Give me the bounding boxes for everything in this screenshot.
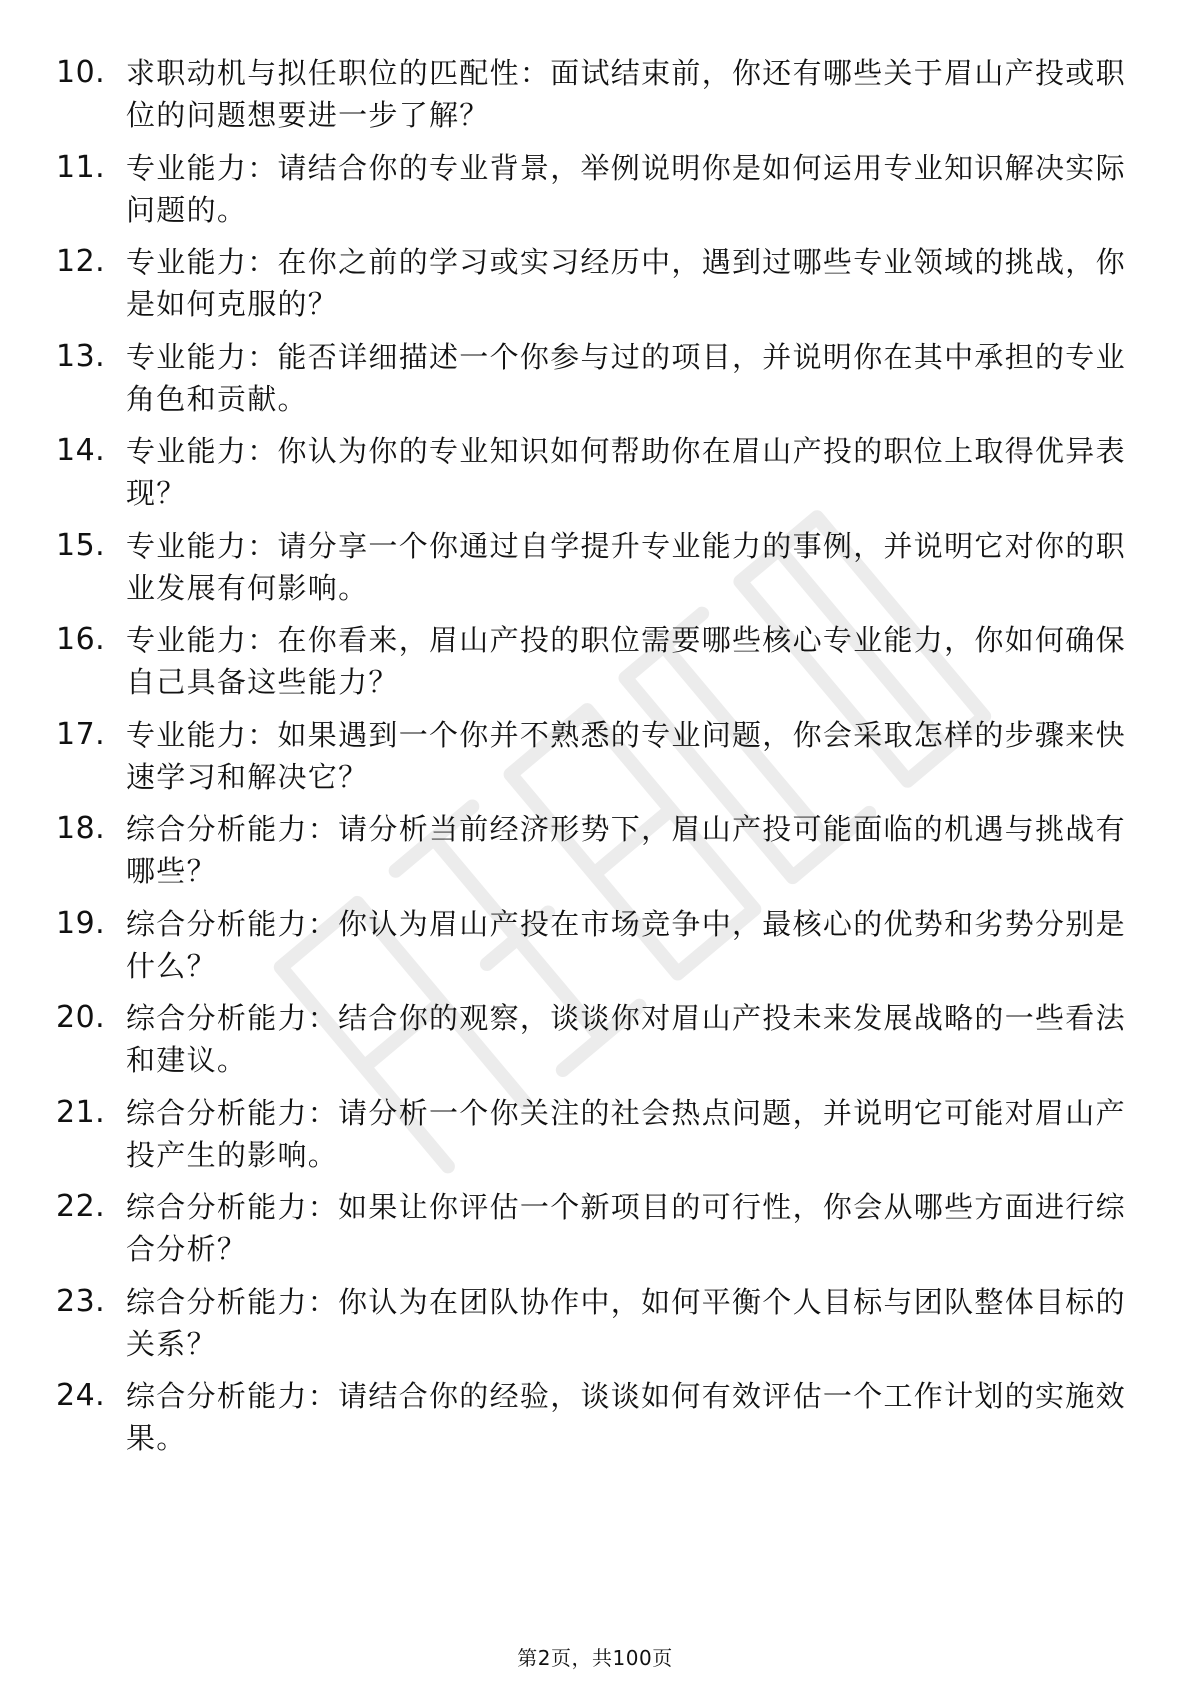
list-item: [0, 52, 1190, 147]
list-item: [0, 997, 1190, 1092]
list-item: [0, 336, 1190, 431]
question-number: 15.: [56, 527, 106, 563]
list-item: [0, 714, 1190, 809]
question-list: [0, 52, 1190, 1470]
question-text: 专业能力：如果遇到一个你并不熟悉的专业问题，你会采取怎样的步骤来快速学习和解决它？: [126, 717, 1126, 794]
list-item: [0, 430, 1190, 525]
list-item: [0, 241, 1190, 336]
question-number: 20.: [56, 1000, 106, 1035]
question-text: 专业能力：在你之前的学习或实习经历中，遇到过哪些专业领域的挑战，你是如何克服的？: [126, 245, 1126, 321]
question-text: 专业能力：请结合你的专业背景，举例说明你是如何运用专业知识解决实际问题的。: [126, 150, 1126, 227]
question-text: 综合分析能力：请分析当前经济形势下，眉山产投可能面临的机遇与挑战有哪些？: [126, 812, 1126, 888]
question-number: 13.: [56, 338, 106, 374]
list-item: [0, 147, 1190, 242]
question-number: 17.: [56, 716, 106, 752]
question-text: 综合分析能力：你认为眉山产投在市场竞争中，最核心的优势和劣势分别是什么？: [126, 906, 1126, 983]
question-text: 求职动机与拟任职位的匹配性：面试结束前，你还有哪些关于眉山产投或职位的问题想要进一步了解？: [126, 56, 1126, 132]
question-number: 23.: [56, 1283, 106, 1319]
question-text: 专业能力：请分享一个你通过自学提升专业能力的事例，并说明它对你的职业发展有何影响。: [126, 528, 1126, 605]
question-number: 18.: [56, 811, 106, 846]
question-text: 综合分析能力：请结合你的经验，谈谈如何有效评估一个工作计划的实施效果。: [126, 1379, 1126, 1455]
question-text: 综合分析能力：你认为在团队协作中，如何平衡个人目标与团队整体目标的关系？: [126, 1284, 1126, 1361]
list-item: [0, 1092, 1190, 1187]
question-number: 12.: [56, 244, 106, 279]
list-item: [0, 525, 1190, 620]
question-text: 专业能力：你认为你的专业知识如何帮助你在眉山产投的职位上取得优异表现？: [126, 434, 1126, 510]
question-text: 综合分析能力：如果让你评估一个新项目的可行性，你会从哪些方面进行综合分析？: [126, 1190, 1126, 1266]
question-text: 综合分析能力：结合你的观察，谈谈你对眉山产投未来发展战略的一些看法和建议。: [126, 1001, 1126, 1077]
list-item: [0, 808, 1190, 903]
question-number: 24.: [56, 1378, 106, 1413]
question-number: 21.: [56, 1094, 106, 1130]
question-number: 10.: [56, 55, 106, 90]
question-number: 22.: [56, 1189, 106, 1224]
list-item: [0, 619, 1190, 714]
question-number: 19.: [56, 905, 106, 941]
question-text: 专业能力：在你看来，眉山产投的职位需要哪些核心专业能力，你如何确保自己具备这些能力？: [126, 623, 1126, 699]
question-text: 专业能力：能否详细描述一个你参与过的项目，并说明你在其中承担的专业角色和贡献。: [126, 339, 1126, 416]
list-item: [0, 1186, 1190, 1281]
list-item: [0, 1375, 1190, 1470]
question-text: 综合分析能力：请分析一个你关注的社会热点问题，并说明它可能对眉山产投产生的影响。: [126, 1095, 1126, 1172]
question-number: 14.: [56, 433, 106, 468]
list-item: [0, 903, 1190, 998]
page-number-footer: 第2页，共100页: [517, 1646, 673, 1670]
list-item: [0, 1281, 1190, 1376]
question-number: 16.: [56, 622, 106, 657]
question-number: 11.: [56, 149, 106, 185]
